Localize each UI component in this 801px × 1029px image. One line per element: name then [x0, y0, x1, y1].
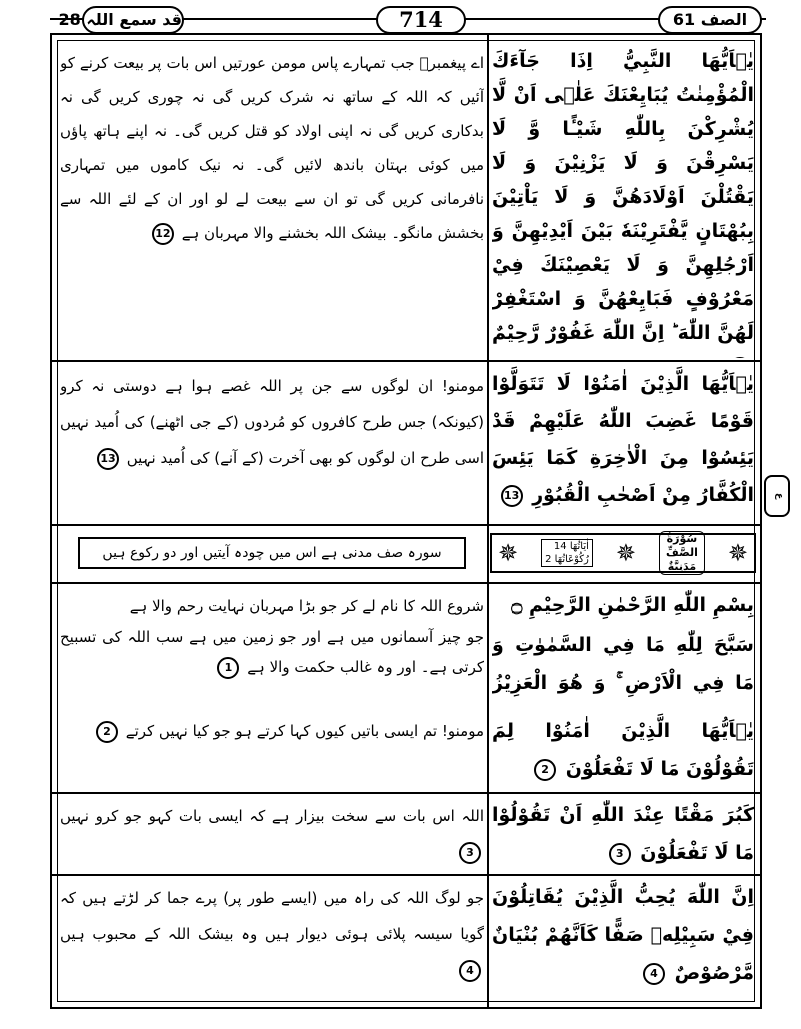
verse-number: 3: [609, 843, 631, 865]
verse-text: يٰۤاَيُّهَا النَّبِيُّ اِذَا جَآءَكَ الْمُؤْمِنٰتُ يُبَايِعْنَكَ عَلٰۤى اَنْ لَّا يُشْرِكْنَ بِاللّٰهِ شَيْـًٔا وَّ لَا يَسْرِقْنَ وَ لَا يَزْنِيْنَ وَ لَا يَقْتُلْنَ اَوْلَادَهُنَّ وَ لَا يَاْتِيْنَ بِبُهْتَانٍ يَّفْتَرِيْنَهٗ بَيْنَ اَيْدِيْهِنَّ وَ اَرْجُلِهِنَّ وَ لَا يَعْصِيْنَكَ فِيْ مَعْرُوْفٍ فَبَايِعْهُنَّ وَ اسْتَغْفِرْ لَهُنَّ اللّٰهَ ؕ اِنَّ اللّٰهَ غَفُوْرٌ رَّحِيْمٌ: [492, 50, 754, 344]
surah-name-line: سُوْرَةُ: [666, 532, 698, 545]
verse-number: 4: [459, 960, 481, 982]
verse-3-arabic: [492, 796, 754, 872]
verse-number: 4: [643, 963, 665, 985]
verse-text: يٰۤاَيُّهَا الَّذِيْنَ اٰمَنُوْا لِمَ تَقُوْلُوْنَ مَا لَا تَفْعَلُوْنَ: [492, 720, 754, 780]
verse-number: [729, 357, 751, 359]
ornament-star-icon: ✵: [727, 539, 748, 567]
column-divider: [487, 35, 489, 1007]
section-separator: [52, 524, 760, 526]
verse-1-translation: [60, 622, 484, 708]
translation-text: اے پیغمبرؐ جب تمہارے پاس مومن عورتیں اس بات پر بیعت کرنے کو آئیں کہ اللہ کے ساتھ نہ شرک کریں گی نہ چوری کریں گی نہ بدکاری کریں گی نہ اپنی اولاد کو قتل کریں گی۔ نہ اپنے ہاتھ پاؤں میں کوئی بہتان باندھ لائیں گی۔ نہ نیک کاموں میں تمہاری نافرمانی کریں گی تو ان سے بیعت لے لو اور ان کے لئے اللہ سے بخشش مانگو۔ بیشک اللہ بخشنے والا مہربان ہے: [60, 54, 484, 242]
translation-text: اللہ اس بات سے سخت بیزار ہے کہ ایسی بات کہو جو کرو نہیں: [60, 807, 484, 825]
bismillah-translation: شروع اللہ کا نام لے کر جو بڑا مہربان نہایت رحم والا ہے: [129, 597, 484, 615]
section-separator: [52, 582, 760, 584]
surah-info-box: سورہ صف مدنی ہے اس میں چودہ آیتیں اور دو رکوع ہیں: [78, 537, 466, 569]
ruku-marker: ع: [764, 475, 790, 517]
surah-stats: [541, 539, 593, 567]
surah-name-line: مَدَنِيَّةٌ: [667, 560, 697, 573]
verse-4-arabic: [492, 878, 754, 996]
verse-text: يٰۤاَيُّهَا الَّذِيْنَ اٰمَنُوْا لَا تَتَوَلَّوْا قَوْمًا غَضِبَ اللّٰهُ عَلَيْهِمْ قَدْ يَئِسُوْا مِنَ الْاٰخِرَةِ كَمَا يَئِسَ الْكُفَّارُ مِنْ اَصْحٰبِ الْقُبُوْرِ: [492, 373, 754, 506]
verse-4-translation: [60, 880, 484, 994]
verse-13-arabic: [492, 366, 754, 518]
verse-2-translation: [60, 712, 484, 790]
surah-name-cartouche: [659, 531, 705, 575]
translation-text: جو لوگ اللہ کی راہ میں (ایسے طور پر) پرے جما کر لڑتے ہیں کہ گویا سیسہ پلائی ہوئی دیوار ہیں وہ بیشک اللہ کے محبوب ہیں: [60, 889, 484, 943]
page-header: [50, 6, 766, 32]
section-separator: [52, 792, 760, 794]
translation-text: جو چیز آسمانوں میں ہے اور جو زمین میں ہے سب اللہ کی تسبیح کرتی ہے۔ اور وہ غالب حکمت والا ہے: [60, 628, 484, 676]
verse-text: كَبُرَ مَقْتًا عِنْدَ اللّٰهِ اَنْ تَقُوْلُوْا مَا لَا تَفْعَلُوْنَ: [492, 804, 754, 864]
section-separator: [52, 874, 760, 876]
ornament-star-icon: ✵: [615, 539, 637, 567]
verse-1-arabic: [492, 626, 754, 706]
verse-number: 3: [459, 842, 481, 864]
surah-label: الصف 61: [658, 6, 762, 34]
page-number: 714: [376, 6, 466, 34]
verse-12-translation: [60, 46, 484, 336]
verse-number: 2: [534, 759, 556, 781]
verse-2-arabic: [492, 712, 754, 790]
verse-text: سَبَّحَ لِلّٰهِ مَا فِي السَّمٰوٰتِ وَ مَا فِي الْاَرْضِ ۚ وَ هُوَ الْعَزِيْزُ: [492, 634, 754, 694]
juz-label: قد سمع اللہ 28: [82, 6, 184, 34]
verse-13-translation: [60, 368, 484, 518]
verse-number: 13: [501, 485, 523, 507]
bismillah-arabic: بِسْمِ اللّٰهِ الرَّحْمٰنِ الرَّحِيْمِ ۝: [511, 594, 754, 616]
verse-12-arabic: [492, 44, 754, 358]
verse-number: 12: [152, 223, 174, 245]
verse-number: 1: [217, 657, 239, 679]
verse-3-translation: [60, 798, 484, 872]
translation-text: مومنو! تم ایسی باتیں کیوں کہا کرتے ہو جو کیا نہیں کرتے: [125, 722, 484, 740]
translation-text: مومنو! ان لوگوں سے جن پر اللہ غصے ہوا ہے دوستی نہ کرو (کیونکہ) جس طرح کافروں کو مُردوں (کے جی اٹھنے) کی اُمید نہیں اسی طرح ان لوگوں کو بھی آخرت (کے آنے) کی اُمید نہیں: [60, 377, 484, 467]
surah-heading-box: [490, 533, 756, 573]
ruku-count: رُكُوْعَاتُهَا 2: [545, 554, 589, 565]
verse-text: اِنَّ اللّٰهَ يُحِبُّ الَّذِيْنَ يُقَاتِلُوْنَ فِيْ سَبِيْلِهٖ صَفًّا كَاَنَّهُمْ بُنْيَانٌ مَّرْصُوْصٌ: [492, 886, 754, 984]
ayat-count: اٰيَاتُهَا 14: [553, 541, 589, 552]
surah-name-line: الصَّفِّ: [666, 546, 698, 559]
ornament-star-icon: ✵: [498, 539, 519, 567]
section-separator: [52, 360, 760, 362]
verse-number: 2: [96, 721, 118, 743]
verse-number: 13: [97, 448, 119, 470]
